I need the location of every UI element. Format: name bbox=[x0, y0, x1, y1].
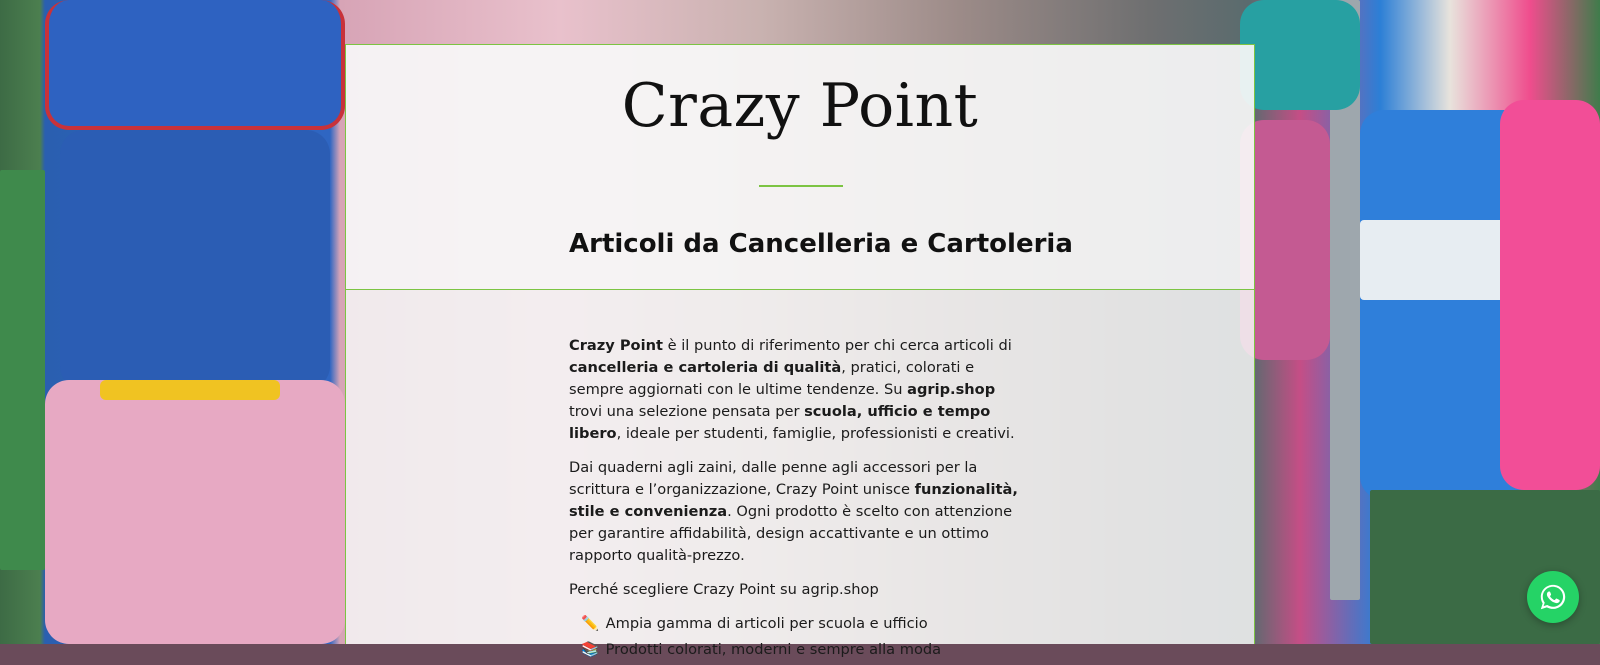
bag-shape bbox=[45, 380, 345, 644]
list-item-text: Prodotti colorati, moderni e sempre alla moda bbox=[605, 641, 942, 658]
bottles-shape bbox=[0, 170, 45, 570]
whatsapp-button[interactable] bbox=[1527, 571, 1579, 623]
bold-text: cancelleria e cartoleria di qualità bbox=[569, 359, 842, 376]
backpack-shape bbox=[1500, 100, 1600, 490]
card-header bbox=[346, 45, 1254, 290]
list-item bbox=[581, 639, 1029, 661]
bold-text: Crazy Point bbox=[569, 337, 663, 354]
site-title: Crazy Point bbox=[621, 71, 979, 141]
books-icon: 📚 bbox=[581, 641, 600, 658]
strap-shape bbox=[100, 380, 280, 400]
backpack-shape bbox=[45, 0, 345, 130]
content-card bbox=[345, 44, 1255, 658]
whatsapp-icon bbox=[1538, 582, 1568, 612]
intro-paragraph-2: Dai quaderni agli zaini, dalle penne agli accessori per la scrittura e l’organizzazione, Crazy Point unisce funzionalità, stile e convenienza. Ogni prodotto è scelto con attenzione per garantire affidabilità, design accattivante e un ottimo rapporto qualità-prezzo. bbox=[569, 459, 1018, 564]
bag-shape bbox=[1240, 0, 1360, 110]
main-content bbox=[569, 335, 1029, 665]
pencil-icon: ✏️ bbox=[581, 615, 600, 632]
why-heading: Perché scegliere Crazy Point su agrip.shop bbox=[569, 581, 879, 598]
bold-text: scuola, ufficio e tempo libero bbox=[569, 403, 991, 442]
intro-paragraph-1: Crazy Point è il punto di riferimento per chi cerca articoli di cancelleria e cartoleria di qualità, pratici, colorati e sempre aggiornati con le ultime tendenze. Su agrip.shop trovi una selezione pensata per scuola, ufficio e tempo libero, ideale per studenti, famiglie, professionisti e creativi. bbox=[569, 337, 1015, 442]
backpack-shape bbox=[60, 130, 330, 390]
list-item bbox=[581, 613, 1029, 635]
bold-text: agrip.shop bbox=[907, 381, 996, 398]
page-subtitle: Articoli da Cancelleria e Cartoleria bbox=[569, 229, 1073, 259]
feature-list bbox=[569, 613, 1029, 661]
bold-text: funzionalità, stile e convenienza bbox=[569, 481, 1018, 520]
list-item-text: Ampia gamma di articoli per scuola e ufficio bbox=[605, 615, 928, 632]
title-divider bbox=[759, 185, 843, 187]
crate-shape bbox=[1370, 490, 1600, 644]
